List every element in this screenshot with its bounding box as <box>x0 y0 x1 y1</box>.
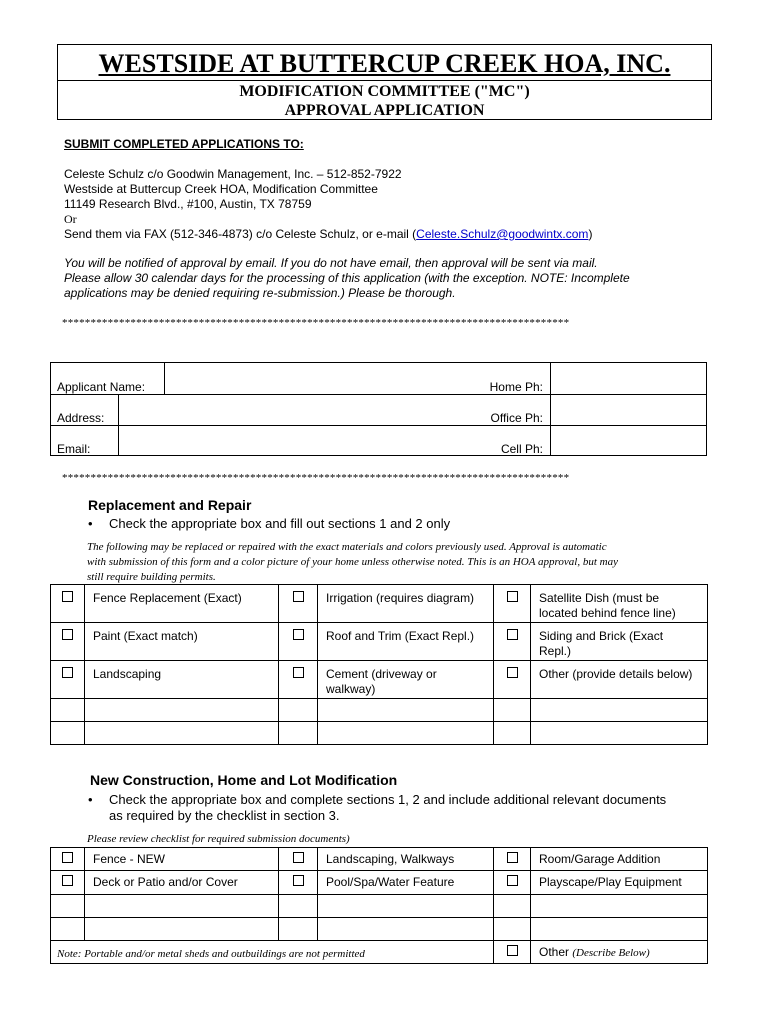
construction-note: Please review checklist for required submission documents) <box>87 833 350 845</box>
form-title: APPROVAL APPLICATION <box>284 102 485 119</box>
construction-title: New Construction, Home and Lot Modification <box>90 772 398 788</box>
blank-cell[interactable] <box>531 918 708 941</box>
contact-line-1: Celeste Schulz c/o Goodwin Management, Inc. – 512-852-7922 <box>64 167 402 181</box>
paint-label: Paint (Exact match) <box>93 629 198 643</box>
blank-cell[interactable] <box>531 895 708 918</box>
committee-title: MODIFICATION COMMITTEE ("MC") <box>239 83 530 100</box>
blank-cell[interactable] <box>51 895 85 918</box>
or-text: Or <box>64 212 77 226</box>
other-construction-label <box>531 941 707 961</box>
submit-heading: SUBMIT COMPLETED APPLICATIONS TO: <box>64 137 304 151</box>
address-label: Address: <box>57 411 105 425</box>
fax-line <box>64 227 592 241</box>
checkbox-cell[interactable] <box>494 941 531 964</box>
room-garage-label: Room/Garage Addition <box>539 852 661 866</box>
blank-cell[interactable] <box>85 722 279 745</box>
siding-brick-checkbox[interactable] <box>507 629 518 640</box>
other-label: Other <box>539 945 570 959</box>
applicant-name-label: Applicant Name: <box>57 380 146 394</box>
cement-checkbox[interactable] <box>293 667 304 678</box>
notice-line-2: Please allow 30 calendar days for the processing of this application (with the exception. NOTE: Incomplete <box>64 271 630 285</box>
construction-instruction-2: as required by the checklist in section 3. <box>109 808 340 823</box>
playscape-label: Playscape/Play Equipment <box>539 875 682 889</box>
blank-cell[interactable] <box>279 895 318 918</box>
header-box <box>57 44 712 120</box>
checkbox-cell[interactable] <box>494 871 531 895</box>
fence-replacement-checkbox[interactable] <box>62 591 73 602</box>
other-replacement-label: Other (provide details below) <box>539 667 693 681</box>
email-link[interactable]: Celeste.Schulz@goodwintx.com <box>416 227 589 241</box>
header-divider <box>58 80 711 81</box>
office-phone-label: Office Ph: <box>490 411 543 425</box>
siding-brick-line-1: Siding and Brick (Exact <box>539 629 664 643</box>
cement-label <box>318 661 493 697</box>
applicant-name-field[interactable] <box>165 364 549 393</box>
room-garage-checkbox[interactable] <box>507 852 518 863</box>
blank-cell[interactable] <box>494 895 531 918</box>
cement-line-2: walkway) <box>326 682 376 696</box>
roof-trim-checkbox[interactable] <box>293 629 304 640</box>
checkbox-cell[interactable] <box>279 848 318 871</box>
address-field[interactable] <box>119 395 549 424</box>
siding-brick-line-2: Repl.) <box>539 644 572 658</box>
bullet-icon: • <box>88 516 93 531</box>
table-row <box>51 871 708 895</box>
replacement-title: Replacement and Repair <box>88 497 252 513</box>
table-row <box>51 722 708 745</box>
blank-cell[interactable] <box>531 722 708 745</box>
blank-cell[interactable] <box>494 918 531 941</box>
replacement-note-2: with submission of this form and a color picture of your home unless otherwise noted. This is an HOA approval, but may <box>87 556 618 568</box>
checkbox-cell[interactable] <box>494 623 531 661</box>
fax-text: Send them via FAX (512-346-4873) c/o Celeste Schulz, or e-mail ( <box>64 227 417 241</box>
blank-cell[interactable] <box>51 722 85 745</box>
blank-cell[interactable] <box>85 918 279 941</box>
checkbox-cell[interactable] <box>279 871 318 895</box>
checkbox-cell[interactable] <box>494 661 531 699</box>
landscaping-walkways-label: Landscaping, Walkways <box>326 852 455 866</box>
contact-line-3: 11149 Research Blvd., #100, Austin, TX 78759 <box>64 197 312 211</box>
replacement-instruction: Check the appropriate box and fill out sections 1 and 2 only <box>109 516 451 531</box>
fence-new-label: Fence - NEW <box>93 852 166 866</box>
checkbox-cell[interactable] <box>51 661 85 699</box>
blank-cell[interactable] <box>279 918 318 941</box>
table-row <box>51 848 708 871</box>
home-phone-field[interactable] <box>551 364 706 393</box>
construction-table <box>50 847 708 964</box>
table-row <box>51 918 708 941</box>
blank-cell[interactable] <box>318 699 494 722</box>
blank-cell[interactable] <box>279 699 318 722</box>
paint-checkbox[interactable] <box>62 629 73 640</box>
construction-instruction-1: Check the appropriate box and complete sections 1, 2 and include additional relevant documents <box>109 792 667 807</box>
home-phone-label: Home Ph: <box>489 380 543 394</box>
satellite-dish-label <box>531 585 707 621</box>
blank-cell[interactable] <box>318 895 494 918</box>
replacement-note-3: still require building permits. <box>87 571 216 583</box>
table-row <box>51 941 708 964</box>
satellite-dish-line-2: located behind fence line) <box>539 606 676 620</box>
checkbox-cell[interactable] <box>51 585 85 623</box>
org-title: WESTSIDE AT BUTTERCUP CREEK HOA, INC. <box>98 49 671 78</box>
irrigation-checkbox[interactable] <box>293 591 304 602</box>
blank-cell[interactable] <box>51 918 85 941</box>
fax-close: ) <box>588 227 593 241</box>
satellite-dish-line-1: Satellite Dish (must be <box>539 591 660 605</box>
footer-note-cell <box>51 941 494 964</box>
other-replacement-checkbox[interactable] <box>507 667 518 678</box>
table-row <box>51 585 708 623</box>
checkbox-cell[interactable] <box>51 848 85 871</box>
replacement-note-1: The following may be replaced or repaired with the exact materials and colors previously used. Approval is automatic <box>87 541 607 553</box>
blank-cell[interactable] <box>531 699 708 722</box>
satellite-dish-checkbox[interactable] <box>507 591 518 602</box>
office-phone-field[interactable] <box>551 395 706 424</box>
deck-patio-checkbox[interactable] <box>62 875 73 886</box>
other-hint: (Describe Below) <box>572 947 650 959</box>
email-field[interactable] <box>119 426 549 455</box>
landscaping-label: Landscaping <box>93 667 162 681</box>
pool-spa-label: Pool/Spa/Water Feature <box>326 875 455 889</box>
fence-replacement-label: Fence Replacement (Exact) <box>93 591 242 605</box>
other-construction-checkbox[interactable] <box>507 945 518 956</box>
deck-patio-label: Deck or Patio and/or Cover <box>93 875 238 889</box>
replacement-table <box>50 584 708 745</box>
separator-2: ***************************************************************************************** <box>62 472 570 484</box>
blank-cell[interactable] <box>85 895 279 918</box>
email-label: Email: <box>57 442 91 456</box>
checkbox-cell[interactable] <box>51 871 85 895</box>
notice-line-1: You will be notified of approval by email. If you do not have email, then approval will be sent via mail. <box>64 256 598 270</box>
blank-cell[interactable] <box>85 699 279 722</box>
table-row <box>51 895 708 918</box>
blank-cell[interactable] <box>494 722 531 745</box>
table-row <box>51 623 708 661</box>
cell-phone-field[interactable] <box>551 426 706 455</box>
playscape-checkbox[interactable] <box>507 875 518 886</box>
checkbox-cell[interactable] <box>279 585 318 623</box>
applicant-info-box <box>50 362 707 456</box>
blank-cell[interactable] <box>318 722 494 745</box>
cell-phone-label: Cell Ph: <box>500 442 543 456</box>
checkbox-cell[interactable] <box>279 623 318 661</box>
table-row <box>51 661 708 699</box>
fence-new-checkbox[interactable] <box>62 852 73 863</box>
blank-cell[interactable] <box>279 722 318 745</box>
blank-cell[interactable] <box>494 699 531 722</box>
checkbox-cell[interactable] <box>279 661 318 699</box>
irrigation-label: Irrigation (requires diagram) <box>326 591 475 605</box>
siding-brick-label <box>531 623 707 659</box>
blank-cell[interactable] <box>51 699 85 722</box>
separator-1: ***************************************************************************************** <box>62 317 570 329</box>
pool-spa-checkbox[interactable] <box>293 875 304 886</box>
checkbox-cell[interactable] <box>494 848 531 871</box>
landscaping-walkways-checkbox[interactable] <box>293 852 304 863</box>
notice-line-3: applications may be denied requiring re-submission.) Please be thorough. <box>64 286 456 300</box>
blank-cell[interactable] <box>318 918 494 941</box>
sheds-note: Note: Portable and/or metal sheds and outbuildings are not permitted <box>57 948 365 960</box>
table-row <box>51 699 708 722</box>
landscaping-checkbox[interactable] <box>62 667 73 678</box>
checkbox-cell[interactable] <box>51 623 85 661</box>
contact-line-2: Westside at Buttercup Creek HOA, Modification Committee <box>64 182 378 196</box>
cement-line-1: Cement (driveway or <box>326 667 437 681</box>
checkbox-cell[interactable] <box>494 585 531 623</box>
roof-trim-label: Roof and Trim (Exact Repl.) <box>326 629 475 643</box>
bullet-icon: • <box>88 792 93 807</box>
